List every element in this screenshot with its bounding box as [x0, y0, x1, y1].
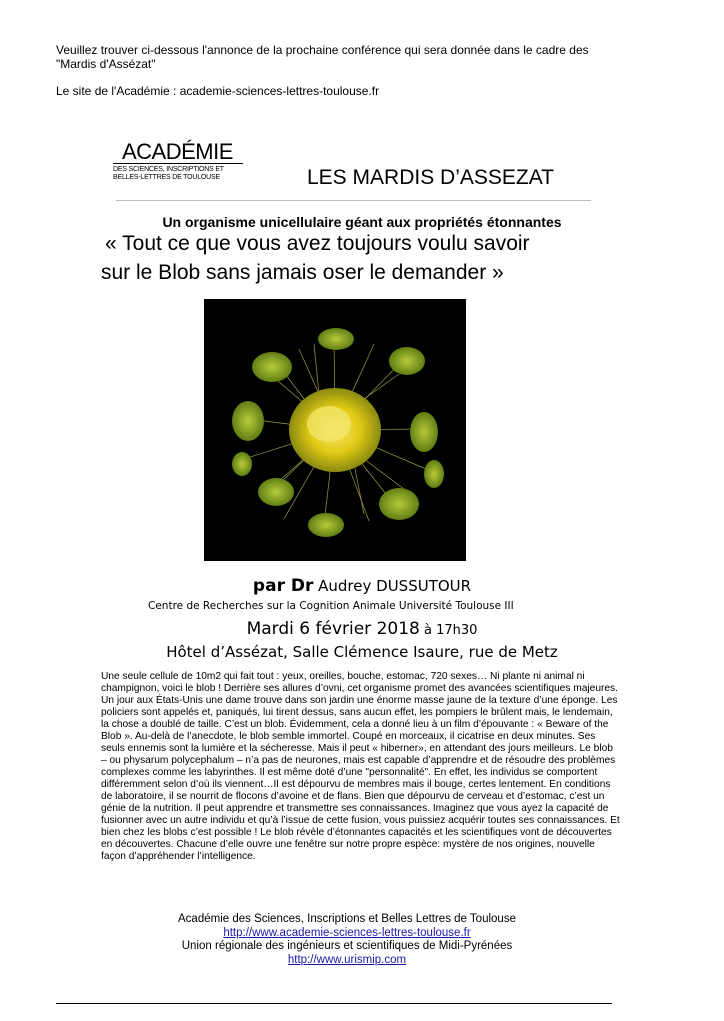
speaker-lab: Centre de Recherches sur la Cognition Animale Université Toulouse III: [148, 600, 514, 612]
series-title: LES MARDIS D’ASSEZAT: [307, 166, 554, 189]
footer: [0, 913, 694, 967]
conference-subtitle: Un organisme unicellulaire géant aux propriétés étonnantes: [162, 214, 562, 230]
academie-rule: [113, 163, 243, 164]
bottom-rule: [56, 1003, 612, 1004]
blob-photo: [204, 299, 466, 561]
footer-link-urismip[interactable]: http://www.urismip.com: [287, 953, 407, 966]
event-time: à 17h30: [419, 623, 478, 638]
footer-link-academie[interactable]: http://www.academie-sciences-lettres-toulouse.fr: [223, 926, 471, 939]
conference-headline-line2: sur le Blob sans jamais oser le demander »: [101, 261, 504, 284]
header-divider: [116, 200, 591, 201]
event-date: [0, 619, 724, 639]
academie-subtitle: [113, 166, 253, 182]
event-venue: Hôtel d’Assézat, Salle Clémence Isaure, rue de Metz: [166, 643, 558, 661]
footer-org2: Union régionale des ingénieurs et scientifiques de Midi-Pyrénées: [181, 940, 513, 952]
speaker-prefix: par Dr: [252, 576, 314, 596]
footer-org1: Académie des Sciences, Inscriptions et Belles Lettres de Toulouse: [178, 913, 516, 925]
speaker-name: Audrey DUSSUTOUR: [313, 577, 472, 595]
academie-subtitle-line2: BELLES-LETTRES DE TOULOUSE: [113, 174, 220, 181]
blob-core: [289, 388, 381, 472]
academie-title: ACADÉMIE: [122, 139, 233, 164]
speaker: [0, 576, 724, 596]
blob-illustration: [204, 299, 466, 561]
event-day: Mardi 6 février 2018: [246, 619, 420, 639]
intro-announcement: Veuillez trouver ci-dessous l'annonce de la prochaine conférence qui sera donnée dans le cadre des "Mardis d'Assézat": [56, 43, 589, 71]
academie-subtitle-line1: DES SCIENCES, INSCRIPTIONS ET: [113, 166, 224, 173]
intro-site: Le site de l'Académie : academie-sciences-lettres-toulouse.fr: [56, 84, 380, 98]
abstract-text: Une seule cellule de 10m2 qui fait tout : yeux, oreilles, bouche, estomac, 720 sexes… Ni plante ni animal ni champignon, voici le blob ! Derrière ses allures d’ovni, cet organisme promet des avancées scientifiques majeures. Un jour aux États-Unis une dame trouve dans son jardin une énorme masse jaune de la texture d’une éponge. Les policiers sont appelés et, paniqués, lui tirent dessus, sans aucun effet, les pompiers le brûlent mais, le lendemain, la chose a doublé de taille. C’est un blob. Évidemment, cela a donné lieu à un film d’épouvante : « Beware of the Blob ». Au-delà de l’anecdote, le blob semble immortel. Coupé en morceaux, il cicatrise en deux minutes. Ses seuls ennemis sont la lumière et la sécheresse. Mais il peut « hiberner», en attendant des jours meilleurs. Le blob – ou physarum polycephalum – n’a pas de neurones, mais est capable d’apprendre et de résoudre des problèmes complexes comme les labyrinthes. Il est même doté d’une "personnalité". En effet, les individus se comportent différemment selon d’où ils viennent…Il est dépourvu de membres mais il bouge, certes lentement. En conditions de laboratoire, il se nourrit de flocons d’avoine et de flans. Bien que dépourvu de cerveau et d’estomac, c’est un génie de la nutrition. Il peut apprendre et transmettre ses connaissances. Imaginez que vous ayez la capacité de fusionner avec un autre individu et qu’à l’issue de cette fusion, vous puissiez acquérir toutes ses connaissances. Et bien chez les blobs c’est possible ! Le blob révèle d’étonnantes capacités et les scientifiques vont de découvertes en découvertes. Chacune d’elle ouvre une fenêtre sur notre propre espèce: mystère de nos origines, nouvelle façon d’appréhender l’intelligence.: [101, 671, 620, 862]
conference-headline-line1: « Tout ce que vous avez toujours voulu savoir: [105, 232, 530, 255]
